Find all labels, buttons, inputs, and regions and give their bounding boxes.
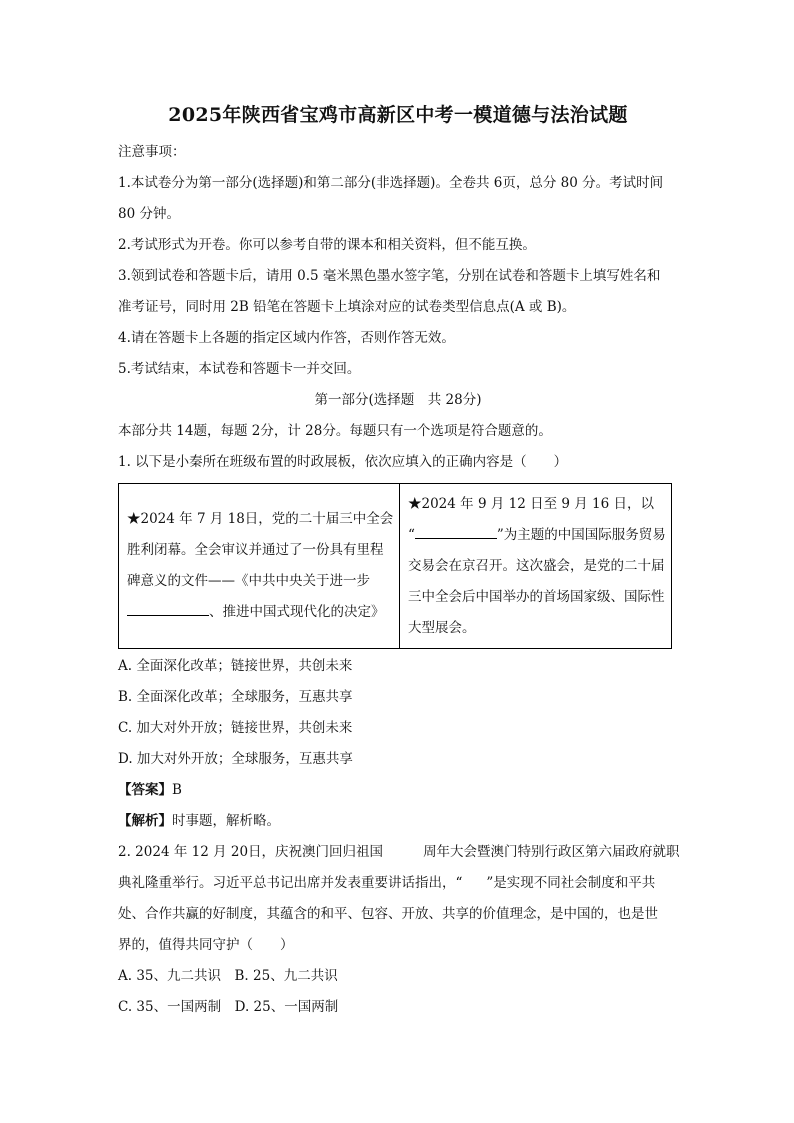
part-1-heading: 第一部分(选择题 共 28分) — [314, 392, 482, 408]
page-title: 2025年陕西省宝鸡市高新区中考一模道德与法治试题 — [168, 104, 628, 126]
open-quote: “ — [408, 526, 415, 543]
question-1-board-table — [118, 483, 672, 649]
q2-line-1-part-1: 2. 2024 年 12 月 20日，庆祝澳门回归祖国 — [118, 844, 384, 860]
question-1-option-a: A. 全面深化改革；链接世界，共创未来 — [118, 658, 353, 674]
question-1-option-b: B. 全面深化改革；全球服务，互惠共享 — [118, 689, 353, 705]
question-2-stem-line-4: 界的，值得共同守护（ ） — [118, 937, 294, 953]
question-2-stem-line-2 — [118, 868, 678, 899]
analysis-value: 时事题，解析略。 — [172, 813, 280, 829]
board-right-line-4: 三中全会后中国举办的首场国家级、国际性 — [408, 588, 665, 605]
question-1-stem: 1. 以下是小秦所在班级布置的时政展板，依次应填入的正确内容是（ ） — [118, 454, 568, 470]
notice-item-5: 5.考试结束，本试卷和答题卡一并交回。 — [118, 361, 361, 377]
question-1-analysis — [118, 806, 678, 837]
board-right-line-2 — [408, 520, 666, 551]
question-2-options-row-2: C. 35、一国两制 D. 25、一国两制 — [118, 999, 339, 1015]
board-left-line-3: 碑意义的文件——《中共中央关于进一步 — [127, 573, 370, 589]
question-1-option-c: C. 加大对外开放；链接世界，共创未来 — [118, 720, 353, 736]
exam-page — [118, 100, 678, 1023]
board-left-line-1: ★2024 年 7 月 18日，党的二十届三中全会 — [127, 511, 394, 527]
board-left-line-4-text: 、推进中国式现代化的决定》 — [209, 604, 385, 620]
board-left-line-4 — [127, 597, 391, 628]
notice-item-3-line-1: 3.领到试卷和答题卡后，请用 0.5 毫米黑色墨水签字笔，分别在试卷和答题卡上填写姓名和 — [118, 268, 661, 284]
analysis-label: 【解析】 — [118, 813, 172, 829]
board-left-line-2: 胜利闭幕。全会审议并通过了一份具有里程 — [127, 542, 384, 558]
q2-line-2-part-2: ”是实现不同社会制度和平共 — [486, 875, 656, 891]
q2-line-1-part-2: 周年大会暨澳门特别行政区第六届政府就职 — [423, 844, 680, 860]
question-2-options-row-1: A. 35、九二共识 B. 25、九二共识 — [118, 968, 338, 984]
q2-line-2-part-1: 典礼隆重举行。习近平总书记出席并发表重要讲话指出，“ — [118, 875, 463, 891]
notice-heading: 注意事项： — [118, 144, 186, 160]
question-2-stem-line-1 — [118, 837, 678, 868]
fill-blank-1 — [127, 601, 209, 616]
answer-value: B — [172, 782, 182, 798]
question-2-stem-line-3: 处、合作共赢的好制度，其蕴含的和平、包容、开放、共享的价值理念，是中国的，也是世 — [118, 906, 658, 922]
notice-item-1-line-2: 80 分钟。 — [118, 206, 180, 222]
board-right-line-1: ★2024 年 9 月 12 日至 9 月 16 日，以 — [408, 495, 655, 512]
board-right-line-5: 大型展会。 — [408, 619, 476, 636]
notice-item-1-line-1: 1.本试卷分为第一部分(选择题)和第二部分(非选择题)。全卷共 6页，总分 80 分。考试时间 — [118, 175, 664, 191]
board-right-line-2-text: ”为主题的中国国际服务贸易 — [496, 526, 666, 543]
notice-item-4: 4.请在答题卡上各题的指定区域内作答，否则作答无效。 — [118, 330, 455, 346]
question-1-answer — [118, 775, 678, 806]
fill-blank-2 — [415, 524, 497, 539]
question-1-option-d: D. 加大对外开放；全球服务，互惠共享 — [118, 751, 353, 767]
board-right-line-3: 交易会在京召开。这次盛会，是党的二十届 — [408, 557, 665, 574]
part-1-intro: 本部分共 14题，每题 2分，计 28分。每题只有一个选项是符合题意的。 — [118, 423, 552, 439]
board-cell-right — [400, 484, 674, 648]
notice-item-2: 2.考试形式为开卷。你可以参考自带的课本和相关资料，但不能互换。 — [118, 237, 536, 253]
notice-item-3-line-2: 准考证号，同时用 2B 铅笔在答题卡上填涂对应的试卷类型信息点(A 或 B)。 — [118, 299, 576, 315]
answer-label: 【答案】 — [118, 782, 172, 798]
board-cell-left — [119, 484, 400, 648]
